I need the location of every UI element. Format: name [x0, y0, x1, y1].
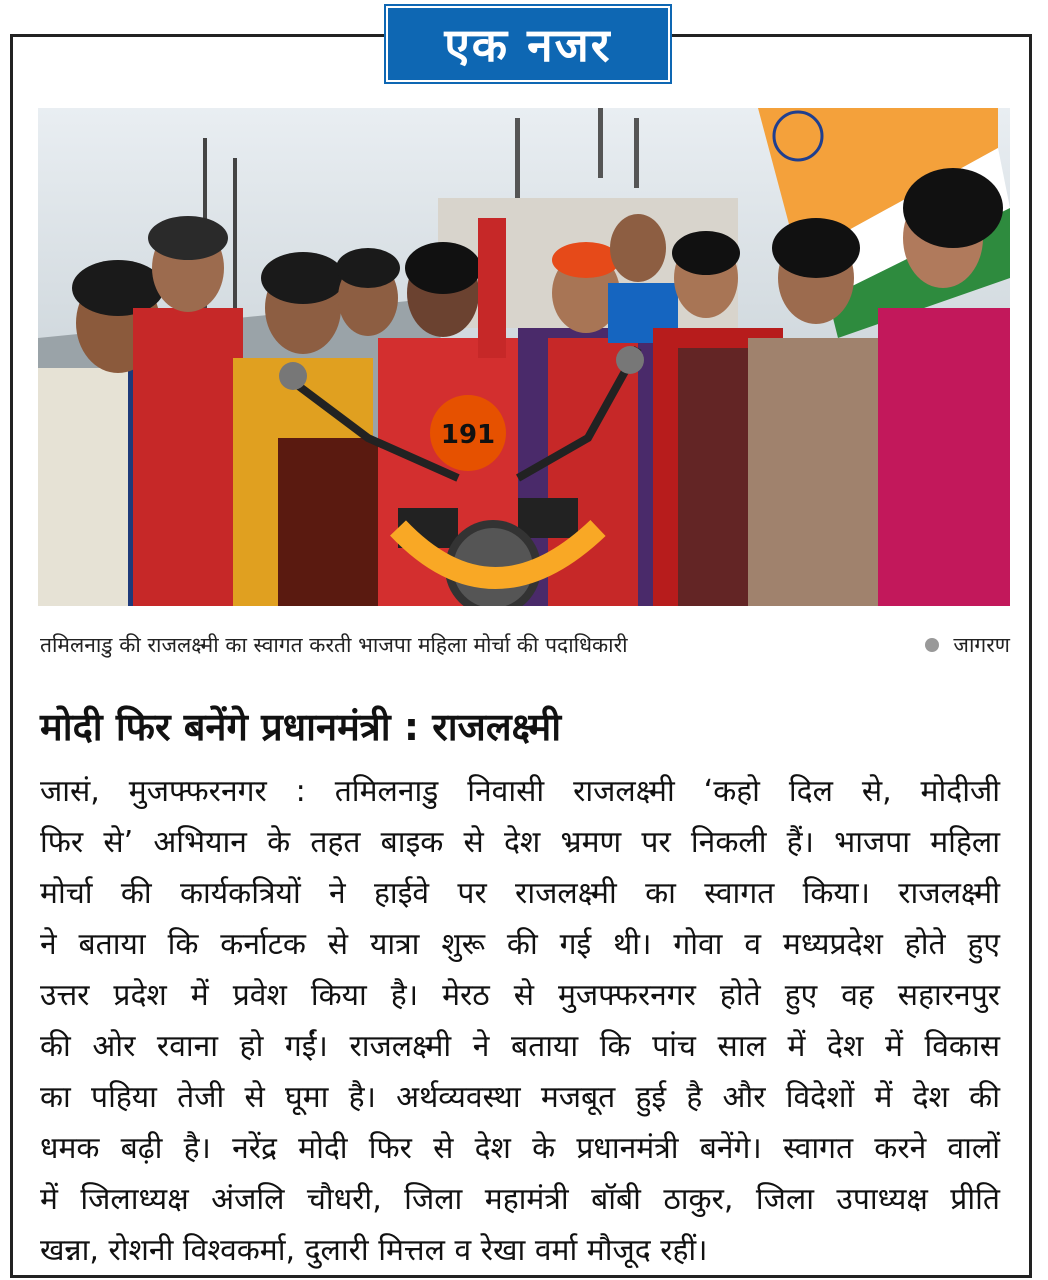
body-line: धमक बढ़ी है। नरेंद्र मोदी फिर से देश के प्रधानमंत्री बनेंगे। स्वागत करने वालों [40, 1131, 1000, 1166]
body-line: का पहिया तेजी से घूमा है। अर्थव्यवस्था मजबूत हुई है और विदेशों में देश की [40, 1080, 1000, 1115]
bike-number-plate: 191 [440, 420, 496, 450]
body-line: खन्ना, रोशनी विश्वकर्मा, दुलारी मित्तल व रेखा वर्मा मौजूद रहीं। [40, 1233, 708, 1268]
photo-credit [925, 631, 1010, 659]
body-line: मोर्चा की कार्यकत्रियों ने हाईवे पर राजलक्ष्मी का स्वागत किया। राजलक्ष्मी [40, 876, 1000, 911]
body-line: ने बताया कि कर्नाटक से यात्रा शुरू की गई थी। गोवा व मध्यप्रदेश होते हुए [40, 927, 1000, 962]
photo-credit-label: जागरण [953, 633, 1010, 657]
article-headline: मोदी फिर बनेंगे प्रधानमंत्री : राजलक्ष्मी [40, 705, 562, 749]
body-line: में जिलाध्यक्ष अंजलि चौधरी, जिला महामंत्री बॉबी ठाकुर, जिला उपाध्यक्ष प्रीति [40, 1182, 1000, 1217]
news-photo [38, 108, 1010, 606]
article-body [40, 766, 1000, 1276]
photo-women-welcoming-biker-icon [38, 108, 1010, 606]
body-line: फिर से’ अभियान के तहत बाइक से देश भ्रमण पर निकली हैं। भाजपा महिला [40, 825, 1000, 860]
body-line: उत्तर प्रदेश में प्रवेश किया है। मेरठ से मुजफ्फरनगर होते हुए वह सहारनपुर [40, 978, 1000, 1013]
caption-text: तमिलनाडु की राजलक्ष्मी का स्वागत करती भाजपा महिला मोर्चा की पदाधिकारी [40, 633, 628, 657]
bullet-dot-icon [925, 638, 939, 652]
photo-caption [40, 628, 1010, 662]
body-line: जासं, मुजफ्फरनगर : तमिलनाडु निवासी राजलक्ष्मी ‘कहो दिल से, मोदीजी [40, 774, 1000, 809]
body-line: की ओर रवाना हो गईं। राजलक्ष्मी ने बताया कि पांच साल में देश में विकास [40, 1029, 1000, 1064]
section-tag: एक नजर [386, 6, 670, 82]
